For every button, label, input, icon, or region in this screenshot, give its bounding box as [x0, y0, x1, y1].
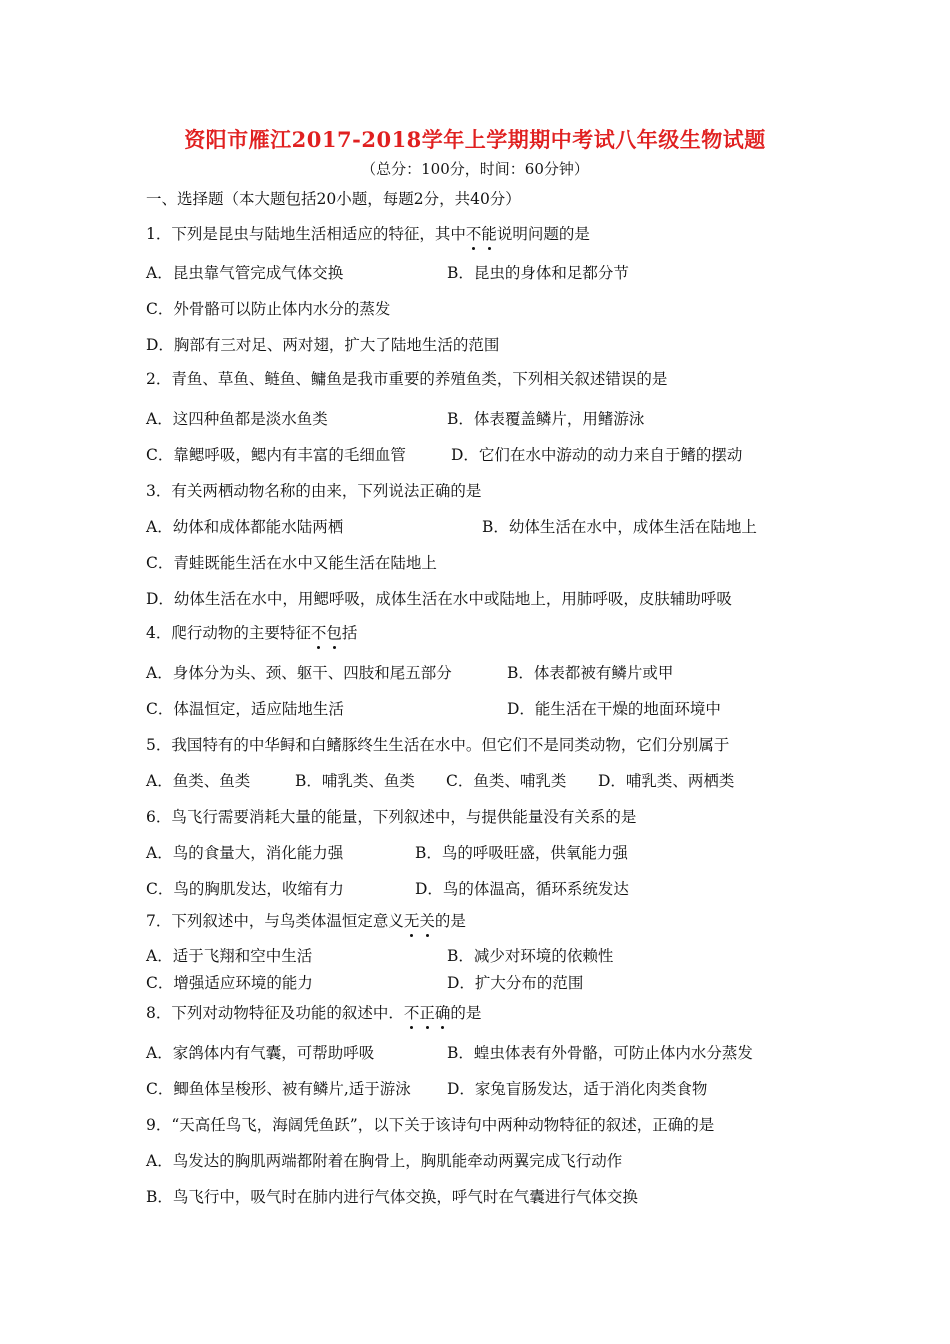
q7-option-d: D．扩大分布的范围: [447, 974, 584, 992]
q1-option-a: A．昆虫靠气管完成气体交换: [146, 264, 344, 282]
question-5: 5．我国特有的中华鲟和白鳍豚终生生活在水中。但它们不是同类动物，它们分别属于: [146, 736, 730, 754]
q3-option-c: C．青蛙既能生活在水中又能生活在陆地上: [146, 554, 437, 572]
q6-option-c: C．鸟的胸肌发达，收缩有力: [146, 880, 344, 898]
section-heading: 一、选择题（本大题包括20小题，每题2分，共40分）: [146, 190, 521, 208]
q7-option-c: C．增强适应环境的能力: [146, 974, 313, 992]
q9-option-b: B．鸟飞行中，吸气时在肺内进行气体交换，呼气时在气囊进行气体交换: [146, 1188, 638, 1206]
q5-option-d: D．哺乳类、两栖类: [598, 772, 735, 790]
q5-option-b: B．哺乳类、鱼类: [295, 772, 415, 790]
question-8: 8．下列对动物特征及功能的叙述中．不正确的是: [146, 1004, 482, 1022]
emphasis-char: 能: [481, 225, 497, 243]
question-1: 1．下列是昆虫与陆地生活相适应的特征，其中不能说明问题的是: [146, 225, 590, 243]
emphasis-char: 不: [465, 225, 482, 243]
q2-option-c: C．靠鳃呼吸，鳃内有丰富的毛细血管: [146, 446, 406, 464]
q4-option-a: A．身体分为头、颈、躯干、四肢和尾五部分: [146, 664, 452, 682]
question-6: 6．鸟飞行需要消耗大量的能量，下列叙述中，与提供能量没有关系的是: [146, 808, 637, 826]
q4-option-d: D．能生活在干燥的地面环境中: [507, 700, 721, 718]
exam-title: 资阳市雁江2017-2018学年上学期期中考试八年级生物试题: [184, 127, 766, 152]
q8-option-c: C．鲫鱼体呈梭形、被有鳞片,适于游泳: [146, 1080, 411, 1098]
q7-option-b: B．减少对环境的依赖性: [447, 947, 614, 965]
q6-option-a: A．鸟的食量大，消化能力强: [146, 844, 344, 862]
question-9: 9．“天高任鸟飞，海阔凭鱼跃”，以下关于该诗句中两种动物特征的叙述，正确的是: [146, 1116, 715, 1134]
q8-option-a: A．家鸽体内有气囊，可帮助呼吸: [146, 1044, 375, 1062]
q2-option-b: B．体表覆盖鳞片，用鳍游泳: [447, 410, 645, 428]
q5-option-a: A．鱼类、鱼类: [146, 772, 251, 790]
q4-option-c: C．体温恒定，适应陆地生活: [146, 700, 344, 718]
q1-option-d: D．胸部有三对足、两对翅，扩大了陆地生活的范围: [146, 336, 500, 354]
emphasis-char: 不: [310, 624, 327, 642]
emphasis-char: 不: [403, 1004, 420, 1022]
q8-option-b: B．蝗虫体表有外骨骼，可防止体内水分蒸发: [447, 1044, 753, 1062]
q8-option-d: D．家兔盲肠发达，适于消化肉类食物: [447, 1080, 708, 1098]
q6-option-b: B．鸟的呼吸旺盛，供氧能力强: [415, 844, 628, 862]
question-2: 2．青鱼、草鱼、鲢鱼、鳙鱼是我市重要的养殖鱼类，下列相关叙述错误的是: [146, 370, 668, 388]
q2-option-a: A．这四种鱼都是淡水鱼类: [146, 410, 328, 428]
emphasis-char: 正: [419, 1004, 435, 1022]
q5-option-c: C．鱼类、哺乳类: [446, 772, 567, 790]
q6-option-d: D．鸟的体温高，循环系统发达: [415, 880, 629, 898]
q3-option-d: D．幼体生活在水中，用鳃呼吸，成体生活在水中或陆地上，用肺呼吸，皮肤辅助呼吸: [146, 590, 732, 608]
q2-option-d: D．它们在水中游动的动力来自于鳍的摆动: [451, 446, 743, 464]
emphasis-char: 无: [403, 912, 420, 930]
q1-option-b: B．昆虫的身体和足都分节: [447, 264, 629, 282]
emphasis-char: 包: [326, 624, 342, 642]
exam-subtitle: （总分：100分，时间：60分钟）: [361, 160, 589, 178]
q7-option-a: A．适于飞翔和空中生活: [146, 947, 313, 965]
q3-option-a: A．幼体和成体都能水陆两栖: [146, 518, 344, 536]
q9-option-a: A．鸟发达的胸肌两端都附着在胸骨上，胸肌能牵动两翼完成飞行动作: [146, 1152, 623, 1170]
q1-option-c: C．外骨骼可以防止体内水分的蒸发: [146, 300, 391, 318]
question-3: 3．有关两栖动物名称的由来，下列说法正确的是: [146, 482, 482, 500]
emphasis-char: 确: [434, 1004, 451, 1022]
emphasis-char: 关: [419, 912, 435, 930]
q4-option-b: B．体表都被有鳞片或甲: [507, 664, 674, 682]
question-7: 7．下列叙述中，与鸟类体温恒定意义无关的是: [146, 912, 466, 930]
question-4: 4．爬行动物的主要特征不包括: [146, 624, 358, 642]
q3-option-b: B．幼体生活在水中，成体生活在陆地上: [482, 518, 757, 536]
